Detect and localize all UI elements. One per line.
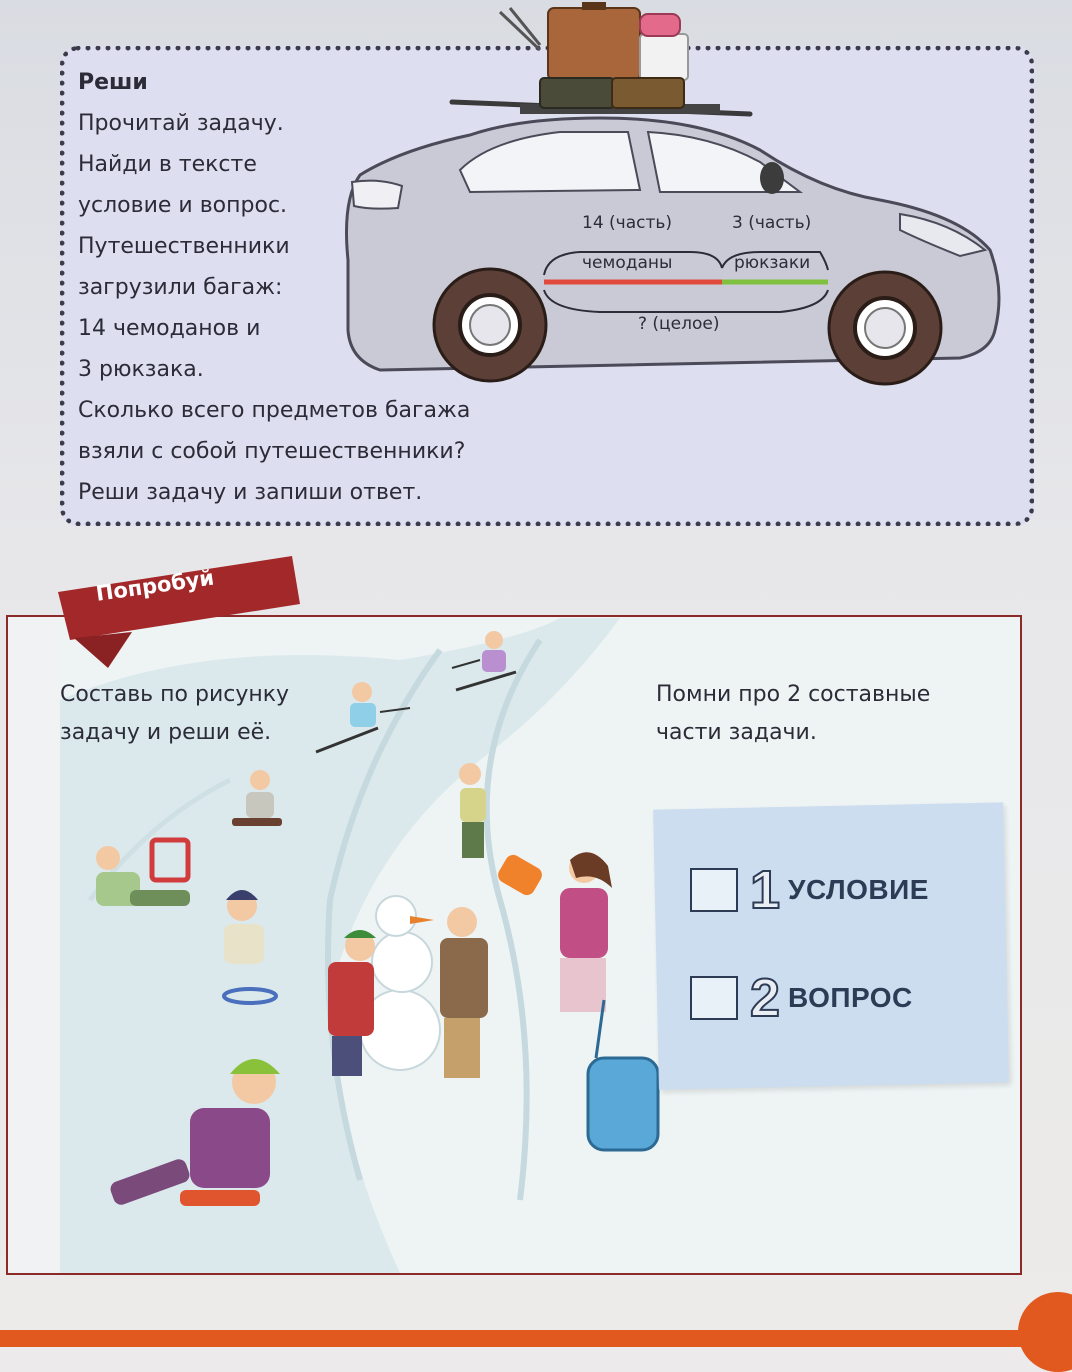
try-banner-label: Попробуй: [94, 565, 216, 606]
try-instruction: [60, 676, 289, 752]
task-line: 3 рюкзака.: [78, 357, 204, 382]
instruction-line: Составь по рисунку: [60, 682, 290, 707]
task-line: загрузили багаж:: [78, 275, 283, 300]
checkbox[interactable]: [690, 976, 738, 1020]
sticky-note: [653, 802, 1009, 1089]
note-item-condition: [690, 860, 929, 920]
reminder-line: Помни про 2 составные: [656, 682, 931, 707]
part2-name: рюкзаки: [734, 253, 811, 273]
whole-label: ? (целое): [638, 314, 720, 334]
bottom-strip: [0, 1330, 1072, 1347]
task-line: условие и вопрос.: [78, 193, 288, 218]
instruction-line: задачу и реши её.: [60, 720, 272, 745]
task-line: Найди в тексте: [78, 152, 257, 177]
part1-label: 14 (часть): [582, 213, 673, 233]
note-number: 1: [750, 860, 781, 920]
note-word: ВОПРОС: [788, 982, 913, 1013]
reminder-line: части задачи.: [656, 720, 817, 745]
task-line: Реши задачу и запиши ответ.: [78, 480, 423, 505]
checkbox[interactable]: [690, 868, 738, 912]
task-line: Сколько всего предметов багажа: [78, 398, 471, 423]
bag-icon: [540, 78, 614, 108]
try-reminder: [656, 676, 930, 752]
suitcase-icon: [588, 1058, 658, 1150]
part2-label: 3 (часть): [732, 213, 812, 233]
note-word: УСЛОВИЕ: [788, 874, 929, 905]
part1-name: чемоданы: [582, 253, 673, 273]
note-number: 2: [750, 968, 781, 1028]
task-line: 14 чемоданов и: [78, 316, 261, 341]
backpack-icon: [640, 14, 680, 36]
note-item-question: [690, 968, 913, 1028]
mirror: [760, 162, 784, 194]
suitcase-icon: [612, 78, 684, 108]
ski-pole: [500, 12, 540, 50]
task-title: Реши: [78, 70, 148, 95]
task-line: Путешественники: [78, 234, 290, 259]
task-text: [78, 62, 538, 513]
task-line: взяли с собой путешественники?: [78, 439, 466, 464]
task-line: Прочитай задачу.: [78, 111, 284, 136]
bag-icon: [640, 34, 688, 80]
suitcase-icon: [548, 8, 640, 80]
